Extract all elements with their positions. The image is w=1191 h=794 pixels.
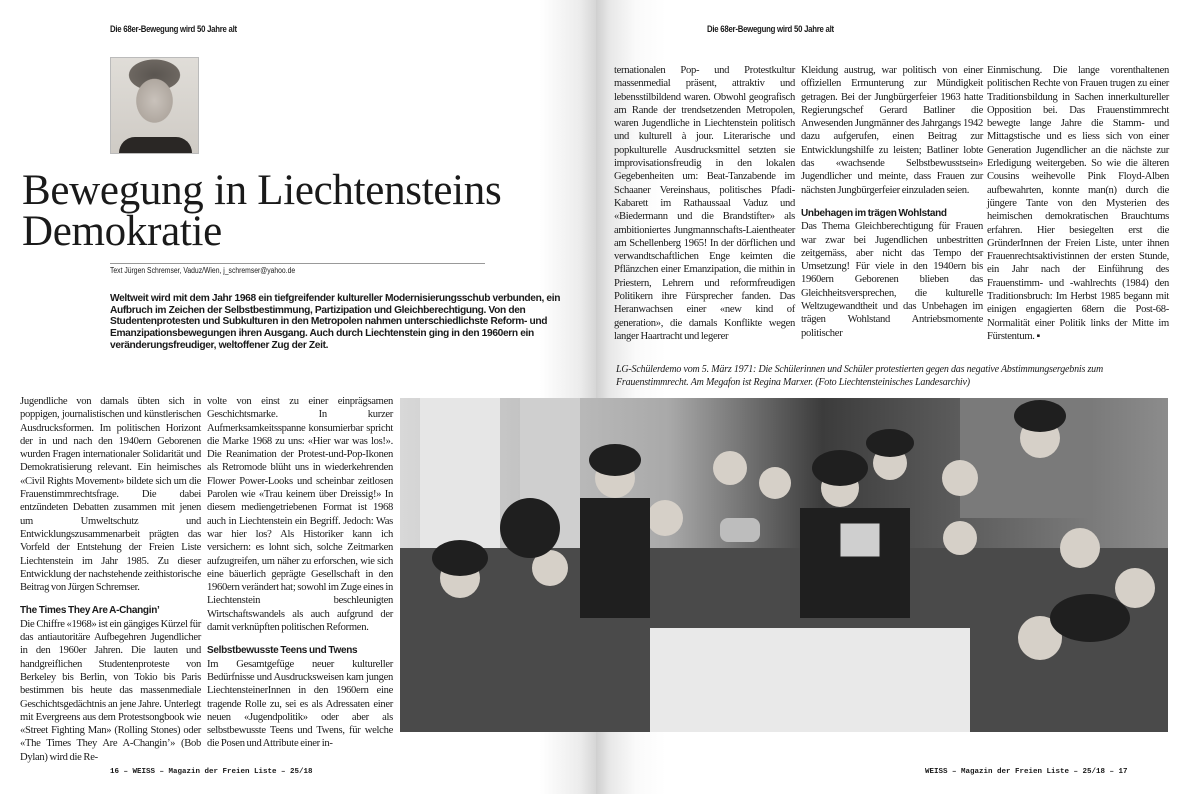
subheading: The Times They Are A-Changin’ [20,605,160,617]
body-paragraph: Einmischung. Die lange vorenthaltenen politischen Rechte von Frauen trugen zu einer Traditionsbildung in Sachen innerkultureller Opposition bei. Das Frauenstimmrecht bewegte lange Jahre die Stamm- und Mittagstische und es liess sich von einer Generation Jugendlicher an die nächste zur Erledigung weitergeben. So wie die älteren Cousins weihevolle Pink Floyd-Alben aufbewahrten, konnte man(n) durch die jüngere Tante von den Mysterien des heimischen demokratischen Brauchtums erfahren. Hier besiegelten erst die GründerInnen der Freien Liste, unter ihnen Frauenrechtsaktivistinnen der ersten Stunde, ein Jahr nach der Einführung des Frauenstimm- und -wahlrechts (1984) den Traditionsbruch: Im Herbst 1985 begann mit einigen engagierten 68ern die Post-68-Normalität einer Politik links der Mitte im Fürstentum. ▪ [987,65,1169,342]
author-portrait [110,57,199,154]
protest-photo [400,398,1168,732]
right-column-1 [614,64,795,343]
article-title [22,167,502,255]
body-paragraph: Die Chiffre «1968» ist ein gängiges Kürzel für das antiautoritäre Aufbegehren Jugendlicher in den 1960er Jahren. Die lauten und handgreiflichen Studentenproteste von Berkeley bis Berlin, von Tokio bis Paris bestimmen bis heute das massenmediale Geschichtsgedächtnis an jene Jahre. Unterlegt mit Evergreens aus dem Protestsongbook wie «Street Fighting Man» (Rolling Stones) oder «The Times They Are A-Changin’» (Bob Dylan) wird die Re- [20,618,201,763]
left-column-2 [207,395,393,751]
subheading: Selbstbewusste Teens und Twens [207,645,358,657]
footer-left: 16 – WEISS – Magazin der Freien Liste – 25/18 [110,768,313,776]
body-paragraph: Jugendliche von damals übten sich in poppigen, journalistischen und künstlerischen Ausdrucksformen. Im politischen Horizont der in und nach den 1940ern Geborenen wurden Fragen internationaler Solidarität und Demokratisierung relevant. Ein heimisches «Civil Rights Movement» bildete sich um die Frauenstimmrechtsfrage. Die dabei entzündeten Debatten zusammen mit jenen um Umweltschutz und Entwicklungszusammenarbeit prägten das Vorfeld der Entstehung der Freien Liste Liechtenstein im Jahr 1985. Zu dieser Entwicklung der nachstehende zeithistorische Beitrag von Jürgen Schremser. [20,396,201,594]
title-line-2: Demokratie [22,208,222,255]
right-column-2 [801,64,983,340]
right-column-3 [987,64,1169,343]
body-paragraph: ternationalen Pop- und Protestkultur massenmedial präsent, attraktiv und lebensstilbildend waren. Obwohl geografisch am Rande der trendsetzenden Metropolen, waren Jugendliche in Liechtenstein politisch und kulturell à jour. Literarische und popkulturelle Ausdrucksmittel setzten sie improvisationsfreudig in den lokalen Gegebenheiten um: Beat-Tanzabende im Schaaner Vereinshaus, politisches Pfadi-Kabarett im Rathaussaal Vaduz und «Biedermann und die Brandstifter» als ambitioniertes Jungmannschafts-Laientheater am Schellenberg 1965! In der dörflichen und verwandtschaftlichen Enge keimten die Pflänzchen einer Emanzipation, die mithin in Priestern, Lehrern und reformfreudigen Politikern ihre Fürsprecher fanden. Das Heranwachsen einer «new kind of generation», die damals Konflikte wegen langer Haartracht und legerer [614,65,795,342]
protest-photo-graphic [400,398,1168,732]
footer-right: WEISS – Magazin der Freien Liste – 25/18 – 17 [925,768,1128,776]
body-paragraph: Das Thema Gleichberechtigung für Frauen war zwar bei Jugendlichen unbestritten zeitgemäss, aber nicht das Tempo der Umsetzung! Für viele in den 1940ern bis 1960ern Geborenen blieben das Gleichheitsversprechen, die kulturelle Weltzugewandtheit und das Unbehagen im trägen Wohlstand Antriebsmomente politischer [801,221,983,339]
body-paragraph: volte von einst zu einer einprägsamen Geschichtsmarke. In kurzer Aufmerksamkeitsspanne konsumierbar spricht die Marke 1968 zu uns: «Hier war was los!». Die Reanimation der Protest-und-Pop-Ikonen als Retromode blüht uns in wiederkehrenden Flower Power-Looks und scheinbar zeitlosen Parolen wie «Trau keinem über Dreissig!» In diesem mediengetriebenen Format ist 1968 auch in Liechtenstein ein Begriff. Jedoch: Was war hier los? Als Historiker kann ich versichern: es lohnt sich, solche Zeitmarken aufzugreifen, um näher zu erforschen, wie sich eine bäuerlich geprägte Gesellschaft in den 1960ern verändert hat; sowohl im Zuge eines in Liechtenstein beschleunigten Wirtschaftswandels als auch aufgrund der damit verknüpften politischen Reformen. [207,396,393,634]
byline-rule [110,263,485,264]
body-paragraph: Kleidung austrug, war politisch von einer offiziellen Ermunterung zur Mündigkeit getragen. Bei der Jungbürgerfeier 1963 hatte Regierungschef Gerard Batliner die Anwesenden Jungmänner des Jahrgangs 1942 dazu aufgerufen, einen Beitrag zur Entwicklungshilfe zu leisten; Batliner lobte das «wachsende Selbstbewusstsein» Jugendlicher und meinte, dass Frauen zur nächsten Jungbürgerfeier einzuladen seien. [801,65,983,196]
byline: Text Jürgen Schremser, Vaduz/Wien, j_schremser@yahoo.de [110,266,296,275]
photo-caption: LG-Schülerdemo vom 5. März 1971: Die Schülerinnen und Schüler protestierten gegen das negative Abstimmungsergebnis zum Frauenstimmrecht. Am Megafon ist Regina Marxer. (Foto Liechtensteinisches Landesarchiv) [616,364,1103,388]
portrait-shoulders [119,137,192,153]
running-head-right: Die 68er-Bewegung wird 50 Jahre alt [707,24,834,35]
body-paragraph: Im Gesamtgefüge neuer kultureller Bedürfnisse und Ausdrucksweisen kam jungen LiechtensteinerInnen in den 1960ern eine tragende Rolle zu, sei es als Adressaten einer neuen «Jugendpolitik» oder aber als selbstbewusste Teens und Twens, für welche die Posen und Attribute einer in- [207,658,393,750]
lead-paragraph: Weltweit wird mit dem Jahr 1968 ein tiefgreifender kultureller Modernisierungsschub verbunden, ein Aufbruch im Zeichen der Selbstbestimmung, Partizipation und Gleichberechtigung. Von den Studentenprotesten und Subkulturen in den Metropolen nahmen unterschiedlichste Reform- und Emanzipationsbewegungen ihren Ausgang. Auch durch Liechtenstein ging in den 1960ern ein veränderungsfreudiger, weltoffener Zug der Zeit. [110,293,561,351]
left-column-1 [20,395,201,764]
title-line-1: Bewegung in Liechtensteins [22,167,502,214]
running-head-left: Die 68er-Bewegung wird 50 Jahre alt [110,24,237,35]
subheading: Unbehagen im trägen Wohlstand [801,207,947,219]
